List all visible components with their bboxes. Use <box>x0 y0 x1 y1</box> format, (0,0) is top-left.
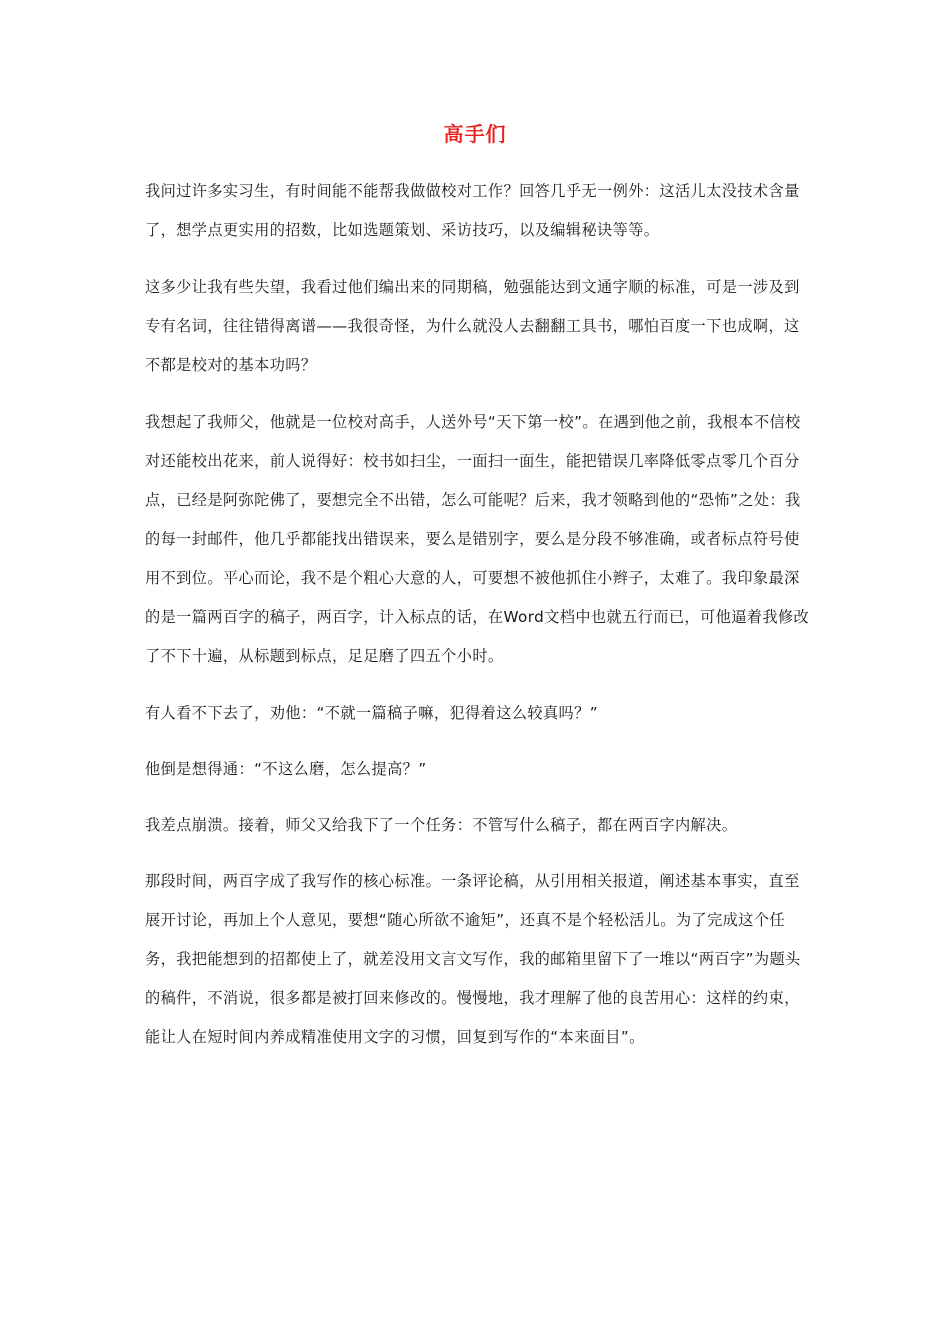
paragraph-4: 有人看不下去了，劝他：“不就一篇稿子嘛，犯得着这么较真吗？” <box>145 704 598 722</box>
paragraph-5: 他倒是想得通：“不这么磨，怎么提高？” <box>145 760 427 778</box>
paragraph-3: 我想起了我师父，他就是一位校对高手，人送外号“天下第一校”。在遇到他之前，我根本不信校对还能校出花来，前人说得好：校书如扫尘，一面扫一面生，能把错误几率降低零点零几个百分点，已经是阿弥陀佛了，要想完全不出错，怎么可能呢？后来，我才领略到他的“恐怖”之处：我的每一封邮件，他几乎都能找出错误来，要么是错别字，要么是分段不够准确，或者标点符号使用不到位。平心而论，我不是个粗心大意的人，可要想不被他抓住小辫子，太难了。我印象最深的是一篇两百字的稿子，两百字，计入标点的话，在Word文档中也就五行而已，可他逼着我修改了不下十遍，从标题到标点，足足磨了四五个小时。 <box>145 413 810 665</box>
document-body <box>145 172 815 1075</box>
paragraph-7: 那段时间，两百字成了我写作的核心标准。一条评论稿，从引用相关报道，阐述基本事实，直至展开讨论，再加上个人意见，要想“随心所欲不逾矩”，还真不是个轻松活儿。为了完成这个任务，我把能想到的招都使上了，就差没用文言文写作，我的邮箱里留下了一堆以“两百字”为题头的稿件，不消说，很多都是被打回来修改的。慢慢地，我才理解了他的良苦用心：这样的约束，能让人在短时间内养成精准使用文字的习惯，回复到写作的“本来面目”。 <box>145 872 801 1046</box>
paragraph-2: 这多少让我有些失望，我看过他们编出来的同期稿，勉强能达到文通字顺的标准，可是一涉及到专有名词，往往错得离谱——我很奇怪，为什么就没人去翻翻工具书，哪怕百度一下也成啊，这不都是校对的基本功吗？ <box>145 278 800 374</box>
paragraph-6: 我差点崩溃。接着，师父又给我下了一个任务：不管写什么稿子，都在两百字内解决。 <box>145 816 738 834</box>
document-title: 高手们 <box>443 122 507 146</box>
paragraph-1: 我问过许多实习生，有时间能不能帮我做做校对工作？回答几乎无一例外：这活儿太没技术含量了，想学点更实用的招数，比如选题策划、采访技巧，以及编辑秘诀等等。 <box>145 182 800 239</box>
